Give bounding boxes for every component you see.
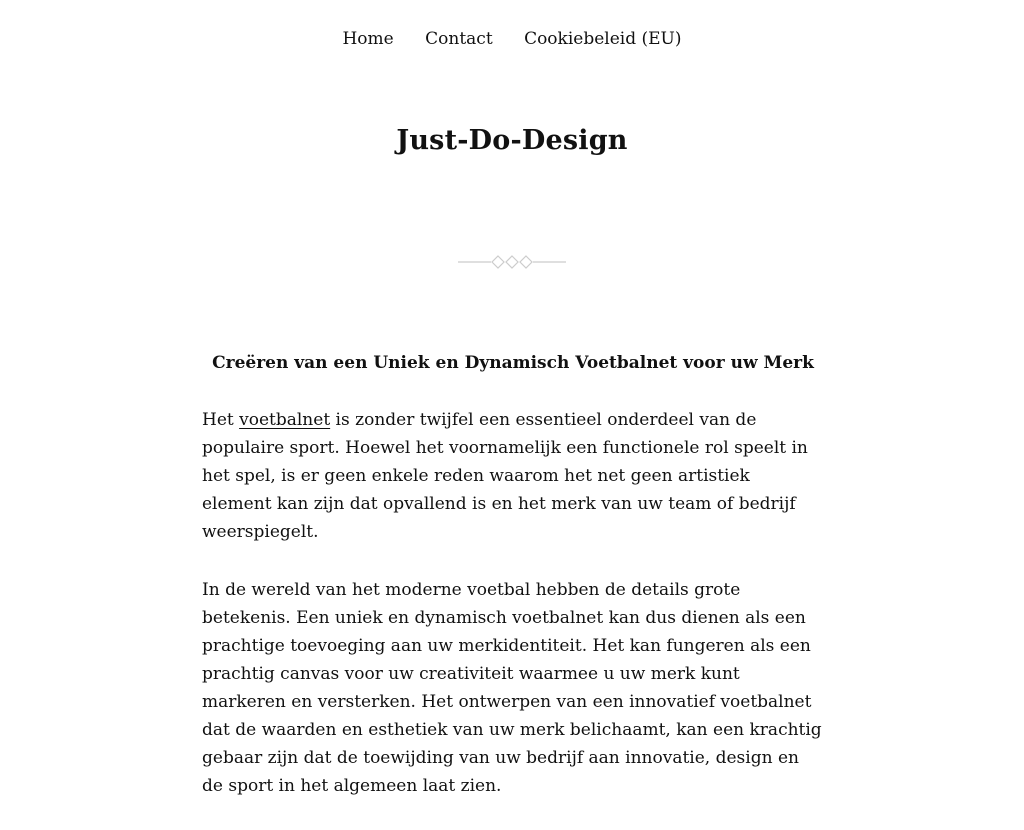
nav-item-cookiebeleid[interactable]: Cookiebeleid (EU) <box>524 29 682 49</box>
site-title[interactable]: Just-Do-Design <box>396 125 628 156</box>
paragraph-1-intro: Het <box>202 410 240 430</box>
paragraph-1-body: is zonder twijfel een essentieel onderdeel van de populaire sport. Hoewel het voornamelijk een functionele rol speelt in het spel, is er geen enkele reden waarom het net geen artistiek element kan zijn dat opvallend is en het merk van uw team of bedrijf weerspiegelt. <box>202 410 808 542</box>
post-paragraph-2: In de wereld van het moderne voetbal hebben de details grote betekenis. Een uniek en dynamisch voetbalnet kan dus dienen als een prachtige toevoeging aan uw merkidentiteit. Het kan fungeren als een prachtig canvas voor uw creativiteit waarmee u uw merk kunt markeren en versterken. Het ontwerpen van een innovatief voetbalnet dat de waarden en esthetiek van uw merk belichaamt, kan een krachtig gebaar zijn dat de toewijding van uw bedrijf aan innovatie, design en de sport in het algemeen laat zien. <box>202 580 822 796</box>
post-paragraph-1 <box>202 406 824 546</box>
post-content <box>202 350 824 830</box>
nav-item-home[interactable]: Home <box>342 29 394 49</box>
main-navigation <box>0 27 1024 51</box>
post-title: Creëren van een Uniek en Dynamisch Voetbalnet voor uw Merk <box>212 353 814 373</box>
diamond-ornament-icon <box>457 252 567 272</box>
voetbalnet-link[interactable]: voetbalnet <box>239 410 331 430</box>
nav-item-contact[interactable]: Contact <box>425 29 493 49</box>
